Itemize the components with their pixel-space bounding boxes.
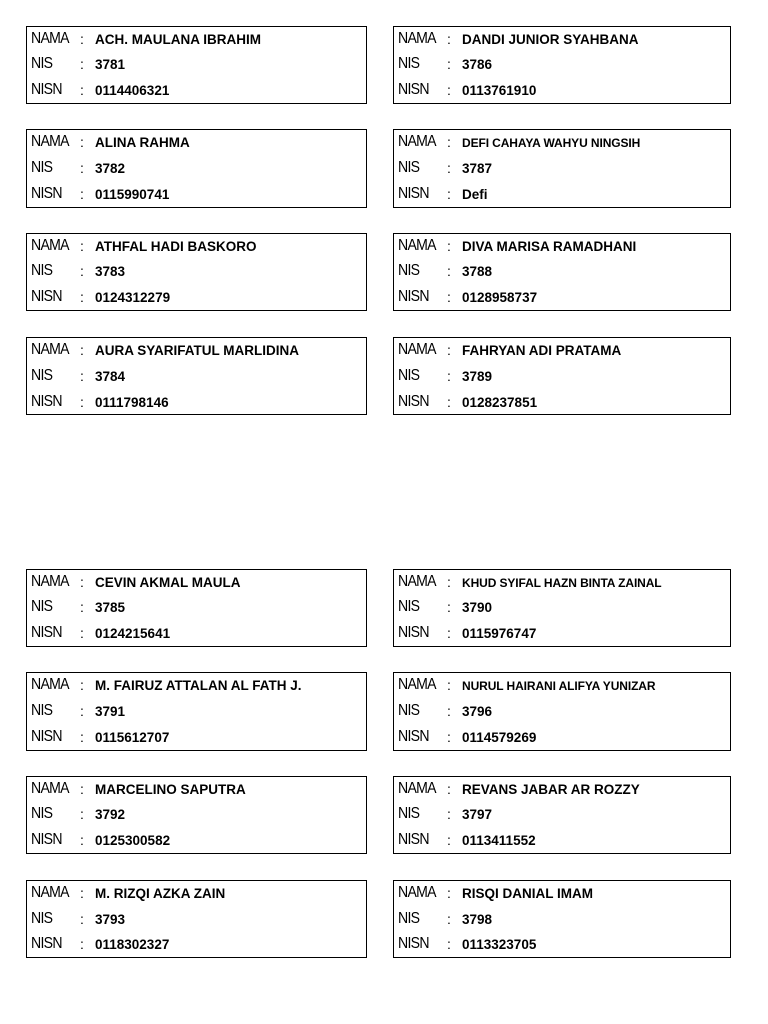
student-nis: 3791 bbox=[95, 704, 126, 719]
student-name: AURA SYARIFATUL MARLIDINA bbox=[95, 343, 300, 358]
nama-key: NAMA bbox=[398, 133, 436, 150]
separator: : bbox=[447, 263, 451, 279]
nisn-row bbox=[394, 621, 730, 646]
student-nisn: 0113761910 bbox=[462, 83, 537, 98]
separator: : bbox=[447, 56, 451, 72]
separator: : bbox=[447, 599, 451, 615]
student-nisn: 0113323705 bbox=[462, 937, 537, 952]
student-label bbox=[26, 569, 367, 647]
student-nis: 3786 bbox=[462, 57, 493, 72]
student-nis: 3790 bbox=[462, 600, 493, 615]
nama-key: NAMA bbox=[31, 133, 69, 150]
separator: : bbox=[80, 263, 84, 279]
nisn-key: NISN bbox=[398, 624, 429, 641]
student-nisn: 0115976747 bbox=[462, 626, 537, 641]
nama-key: NAMA bbox=[31, 30, 69, 47]
nama-row bbox=[27, 27, 366, 52]
nama-key: NAMA bbox=[398, 341, 436, 358]
student-label bbox=[26, 26, 367, 104]
nis-key: NIS bbox=[31, 367, 53, 384]
separator: : bbox=[447, 677, 451, 693]
nis-row bbox=[394, 52, 730, 77]
separator: : bbox=[80, 574, 84, 590]
nis-row bbox=[27, 259, 366, 284]
student-nis: 3781 bbox=[95, 57, 126, 72]
nis-row bbox=[27, 52, 366, 77]
student-name: ALINA RAHMA bbox=[95, 135, 190, 150]
student-nis: 3789 bbox=[462, 369, 493, 384]
nis-key: NIS bbox=[31, 159, 53, 176]
student-nis: 3792 bbox=[95, 807, 126, 822]
nisn-key: NISN bbox=[398, 288, 429, 305]
separator: : bbox=[80, 289, 84, 305]
separator: : bbox=[80, 703, 84, 719]
separator: : bbox=[80, 82, 84, 98]
nama-key: NAMA bbox=[31, 573, 69, 590]
student-label bbox=[393, 569, 731, 647]
student-name: FAHRYAN ADI PRATAMA bbox=[462, 343, 622, 358]
nisn-row bbox=[27, 828, 366, 853]
nisn-row bbox=[27, 932, 366, 957]
nisn-key: NISN bbox=[398, 831, 429, 848]
nisn-key: NISN bbox=[31, 624, 62, 641]
nama-key: NAMA bbox=[398, 30, 436, 47]
nis-row bbox=[27, 156, 366, 181]
separator: : bbox=[80, 885, 84, 901]
nama-key: NAMA bbox=[398, 780, 436, 797]
separator: : bbox=[447, 238, 451, 254]
nisn-row bbox=[27, 725, 366, 750]
separator: : bbox=[80, 729, 84, 745]
nama-row bbox=[394, 570, 730, 595]
nama-row bbox=[27, 673, 366, 698]
separator: : bbox=[80, 238, 84, 254]
nama-key: NAMA bbox=[398, 237, 436, 254]
separator: : bbox=[447, 134, 451, 150]
nis-key: NIS bbox=[398, 159, 420, 176]
separator: : bbox=[80, 342, 84, 358]
nis-row bbox=[394, 802, 730, 827]
student-label bbox=[26, 233, 367, 311]
student-nisn: Defi bbox=[462, 187, 488, 202]
nis-key: NIS bbox=[398, 598, 420, 615]
student-nisn: 0125300582 bbox=[95, 833, 171, 848]
nis-row bbox=[394, 364, 730, 389]
nisn-row bbox=[394, 828, 730, 853]
separator: : bbox=[80, 781, 84, 797]
student-name: M. FAIRUZ ATTALAN AL FATH J. bbox=[95, 678, 302, 693]
student-nis: 3782 bbox=[95, 161, 126, 176]
nama-key: NAMA bbox=[398, 573, 436, 590]
student-name: DANDI JUNIOR SYAHBANA bbox=[462, 32, 639, 47]
nama-key: NAMA bbox=[31, 341, 69, 358]
student-label bbox=[26, 880, 367, 958]
nama-key: NAMA bbox=[398, 884, 436, 901]
student-name: DIVA MARISA RAMADHANI bbox=[462, 239, 637, 254]
nisn-row bbox=[27, 182, 366, 207]
nisn-row bbox=[394, 78, 730, 103]
student-name: ACH. MAULANA IBRAHIM bbox=[95, 32, 261, 47]
student-nis: 3793 bbox=[95, 912, 126, 927]
nama-row bbox=[27, 234, 366, 259]
nis-key: NIS bbox=[398, 702, 420, 719]
student-name: MARCELINO SAPUTRA bbox=[95, 782, 246, 797]
nis-key: NIS bbox=[31, 55, 53, 72]
nisn-key: NISN bbox=[31, 288, 62, 305]
separator: : bbox=[447, 160, 451, 176]
student-nis: 3783 bbox=[95, 264, 126, 279]
student-nis: 3787 bbox=[462, 161, 493, 176]
separator: : bbox=[80, 911, 84, 927]
student-label bbox=[393, 337, 731, 415]
separator: : bbox=[80, 160, 84, 176]
student-name: M. RIZQI AZKA ZAIN bbox=[95, 886, 226, 901]
student-label bbox=[26, 672, 367, 751]
nama-row bbox=[394, 673, 730, 698]
nisn-key: NISN bbox=[31, 728, 62, 745]
student-label bbox=[393, 26, 731, 104]
nis-row bbox=[394, 156, 730, 181]
separator: : bbox=[447, 82, 451, 98]
separator: : bbox=[447, 342, 451, 358]
nama-key: NAMA bbox=[31, 237, 69, 254]
student-name: REVANS JABAR AR ROZZY bbox=[462, 782, 640, 797]
separator: : bbox=[447, 806, 451, 822]
separator: : bbox=[447, 394, 451, 410]
nama-row bbox=[27, 338, 366, 363]
student-name: KHUD SYIFAL HAZN BINTA ZAINAL bbox=[462, 576, 662, 590]
nis-row bbox=[27, 907, 366, 932]
nis-row bbox=[27, 595, 366, 620]
separator: : bbox=[80, 186, 84, 202]
student-nisn: 0111798146 bbox=[95, 395, 169, 410]
student-label bbox=[393, 776, 731, 854]
separator: : bbox=[447, 574, 451, 590]
nama-key: NAMA bbox=[31, 884, 69, 901]
separator: : bbox=[80, 832, 84, 848]
nis-key: NIS bbox=[398, 910, 420, 927]
student-nisn: 0113411552 bbox=[462, 833, 536, 848]
student-nisn: 0128237851 bbox=[462, 395, 538, 410]
separator: : bbox=[447, 936, 451, 952]
nisn-key: NISN bbox=[398, 185, 429, 202]
student-name: CEVIN AKMAL MAULA bbox=[95, 575, 241, 590]
nis-key: NIS bbox=[398, 262, 420, 279]
nis-row bbox=[394, 699, 730, 724]
nisn-row bbox=[27, 78, 366, 103]
nama-key: NAMA bbox=[31, 780, 69, 797]
nama-row bbox=[394, 130, 730, 155]
nis-row bbox=[27, 699, 366, 724]
student-label bbox=[26, 129, 367, 208]
nisn-row bbox=[27, 285, 366, 310]
nama-row bbox=[394, 777, 730, 802]
separator: : bbox=[80, 677, 84, 693]
student-name: ATHFAL HADI BASKORO bbox=[95, 239, 257, 254]
nama-row bbox=[394, 881, 730, 906]
nisn-row bbox=[394, 285, 730, 310]
nisn-key: NISN bbox=[398, 393, 429, 410]
nisn-key: NISN bbox=[398, 935, 429, 952]
separator: : bbox=[80, 31, 84, 47]
separator: : bbox=[447, 832, 451, 848]
separator: : bbox=[447, 885, 451, 901]
nis-row bbox=[394, 595, 730, 620]
student-nisn: 0114406321 bbox=[95, 83, 170, 98]
separator: : bbox=[80, 599, 84, 615]
separator: : bbox=[447, 781, 451, 797]
separator: : bbox=[80, 394, 84, 410]
nis-key: NIS bbox=[398, 805, 420, 822]
student-label bbox=[393, 880, 731, 958]
student-nis: 3796 bbox=[462, 704, 493, 719]
nis-key: NIS bbox=[31, 702, 53, 719]
nis-key: NIS bbox=[398, 367, 420, 384]
student-name: NURUL HAIRANI ALIFYA YUNIZAR bbox=[462, 679, 656, 693]
nis-row bbox=[394, 259, 730, 284]
separator: : bbox=[80, 936, 84, 952]
nama-key: NAMA bbox=[31, 676, 69, 693]
nis-key: NIS bbox=[398, 55, 420, 72]
student-nisn: 0124312279 bbox=[95, 290, 171, 305]
nisn-key: NISN bbox=[31, 831, 62, 848]
separator: : bbox=[447, 368, 451, 384]
separator: : bbox=[80, 56, 84, 72]
nisn-key: NISN bbox=[31, 393, 62, 410]
nama-row bbox=[27, 881, 366, 906]
nisn-row bbox=[394, 932, 730, 957]
nisn-row bbox=[394, 390, 730, 415]
student-nisn: 0114579269 bbox=[462, 730, 537, 745]
nis-row bbox=[27, 364, 366, 389]
student-nis: 3785 bbox=[95, 600, 126, 615]
student-nisn: 0115612707 bbox=[95, 730, 170, 745]
separator: : bbox=[447, 186, 451, 202]
separator: : bbox=[447, 703, 451, 719]
separator: : bbox=[447, 31, 451, 47]
student-label bbox=[393, 672, 731, 751]
nis-row bbox=[27, 802, 366, 827]
student-name: DEFI CAHAYA WAHYU NINGSIH bbox=[462, 136, 641, 150]
nama-row bbox=[394, 338, 730, 363]
student-nisn: 0118302327 bbox=[95, 937, 170, 952]
student-nis: 3788 bbox=[462, 264, 493, 279]
separator: : bbox=[80, 806, 84, 822]
separator: : bbox=[447, 911, 451, 927]
student-nis: 3798 bbox=[462, 912, 493, 927]
separator: : bbox=[80, 625, 84, 641]
student-label bbox=[393, 129, 731, 208]
nisn-key: NISN bbox=[398, 728, 429, 745]
nis-key: NIS bbox=[31, 805, 53, 822]
student-nisn: 0115990741 bbox=[95, 187, 170, 202]
nis-row bbox=[394, 907, 730, 932]
student-nis: 3797 bbox=[462, 807, 493, 822]
nama-key: NAMA bbox=[398, 676, 436, 693]
nisn-key: NISN bbox=[31, 81, 62, 98]
student-label bbox=[26, 337, 367, 415]
nisn-row bbox=[27, 390, 366, 415]
separator: : bbox=[80, 134, 84, 150]
separator: : bbox=[447, 289, 451, 305]
student-name: RISQI DANIAL IMAM bbox=[462, 886, 593, 901]
separator: : bbox=[80, 368, 84, 384]
nisn-key: NISN bbox=[398, 81, 429, 98]
student-nisn: 0128958737 bbox=[462, 290, 538, 305]
nama-row bbox=[394, 27, 730, 52]
nisn-key: NISN bbox=[31, 185, 62, 202]
student-nis: 3784 bbox=[95, 369, 126, 384]
student-label bbox=[393, 233, 731, 311]
nis-key: NIS bbox=[31, 598, 53, 615]
nisn-row bbox=[27, 621, 366, 646]
nama-row bbox=[27, 570, 366, 595]
nama-row bbox=[27, 130, 366, 155]
student-nisn: 0124215641 bbox=[95, 626, 171, 641]
nama-row bbox=[27, 777, 366, 802]
nisn-row bbox=[394, 725, 730, 750]
nis-key: NIS bbox=[31, 910, 53, 927]
nis-key: NIS bbox=[31, 262, 53, 279]
nama-row bbox=[394, 234, 730, 259]
nisn-row bbox=[394, 182, 730, 207]
separator: : bbox=[447, 729, 451, 745]
nisn-key: NISN bbox=[31, 935, 62, 952]
separator: : bbox=[447, 625, 451, 641]
student-label bbox=[26, 776, 367, 854]
